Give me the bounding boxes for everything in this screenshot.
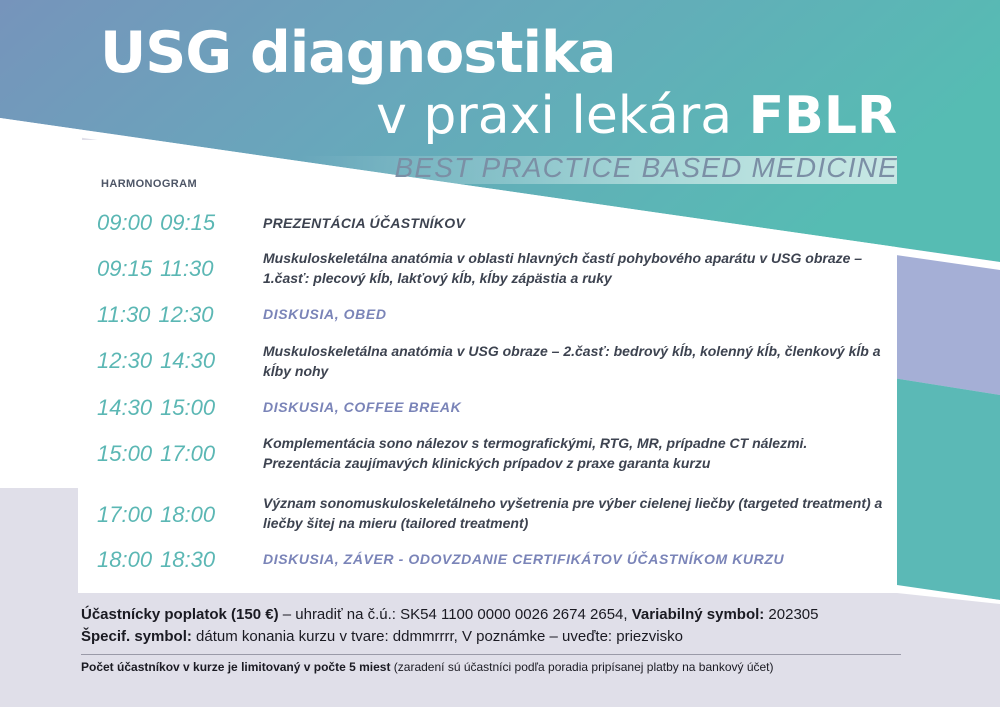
- time-range: 11:30 12:30: [97, 302, 214, 327]
- schedule-item-text: Muskuloskeletálna anatómia v USG obraze – 2.časť: bedrový kĺb, kolenný kĺb, členkový kĺb a kĺby nohy: [263, 343, 881, 379]
- title-line-2: v praxi lekára FBLR: [376, 86, 897, 146]
- right-teal-bar: [893, 378, 1000, 600]
- time-range: 18:00 18:30: [97, 547, 216, 572]
- schedule-item-text: Komplementácia sono nálezov s termografickými, RTG, MR, prípadne CT nálezmi. Prezentácia zaujímavých klinických prípadov z praxe garanta kurzu: [263, 435, 808, 471]
- schedule-item-text: Muskuloskeletálna anatómia v oblasti hlavných častí pohybového aparátu v USG obraze – 1.časť: plecový kĺb, lakťový kĺb, kĺby zápästia a ruky: [263, 250, 863, 286]
- time-range: 09:00 09:15: [97, 210, 216, 235]
- title-line-1: USG diagnostika: [100, 20, 616, 86]
- schedule-item-text: DISKUSIA, ZÁVER - ODOVZDANIE CERTIFIKÁTOV ÚČASTNÍKOM KURZU: [263, 551, 785, 567]
- time-range: 12:30 14:30: [97, 348, 216, 373]
- schedule-item-text: DISKUSIA, OBED: [263, 306, 387, 322]
- subtitle: BEST PRACTICE BASED MEDICINE: [394, 152, 898, 183]
- schedule-item-text: PREZENTÁCIA ÚČASTNÍKOV: [263, 215, 466, 231]
- time-range: 15:00 17:00: [97, 441, 216, 466]
- schedule-item-text: Význam sonomuskuloskeletálneho vyšetrenia pre výber cielenej liečby (targeted treatment) a liečby šitej na mieru (tailored treatment): [263, 495, 883, 531]
- footer-divider: [81, 654, 901, 655]
- time-range: 14:30 15:00: [97, 395, 216, 420]
- time-range: 17:00 18:00: [97, 502, 216, 527]
- schedule-label: HARMONOGRAM: [101, 178, 198, 190]
- schedule-item-text: DISKUSIA, COFFEE BREAK: [263, 399, 462, 415]
- payment-info: Účastnícky poplatok (150 €) – uhradiť na č.ú.: SK54 1100 0000 0026 2674 2654, Variabilný symbol: 202305 Špecif. symbol: dátum konania kurzu v tvare: ddmmrrrr, V poznámke – uveďte: priezvisko: [81, 606, 819, 645]
- capacity-note: Počet účastníkov v kurze je limitovaný v počte 5 miest (zaradení sú účastníci podľa poradia pripísanej platby na bankový účet): [81, 660, 774, 674]
- time-range: 09:15 11:30: [97, 256, 214, 281]
